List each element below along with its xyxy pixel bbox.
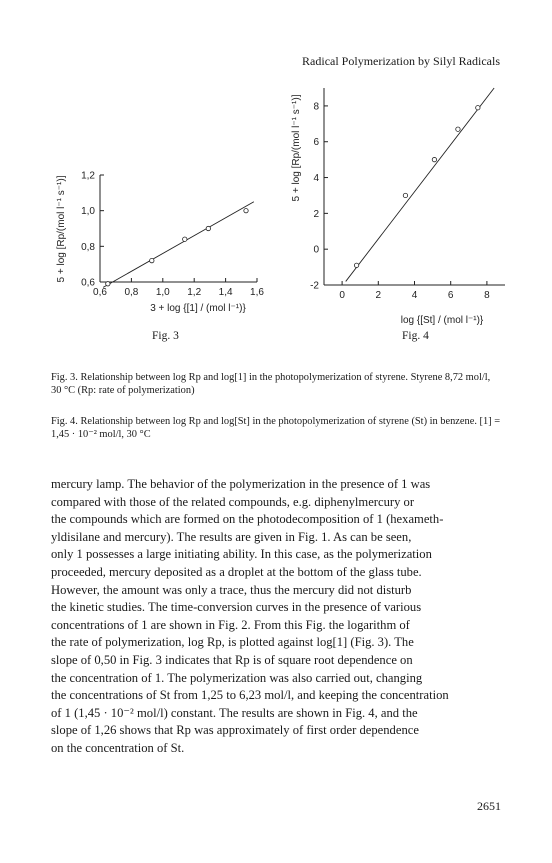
- data-point: [456, 127, 460, 131]
- figures-svg: [0, 0, 552, 326]
- body-paragraph: mercury lamp. The behavior of the polymerization in the presence of 1 was compared with those of the related compounds, e.g. diphenylmercury or the compounds which are formed on the photodecomposition of 1 (hexameth- yldisilane and mercury). The results are given in Fig. 1. As can be seen, only 1 possesses a large initiating ability. In this case, as the polymerization proceeded, mercury deposited as a droplet at the bottom of the glass tube. However, the amount was only a trace, thus the mercury did not disturb the kinetic studies. The time-conversion curves in the presence of various concentrations of 1 are shown in Fig. 2. From this Fig. the logarithm of the rate of polymerization, log Rp, is plotted against log[1] (Fig. 3). The slope of 0,50 in Fig. 3 indicates that Rp is of square root dependence on the concentration of 1. The polymerization was also carried out, changing the concentrations of St from 1,25 to 6,23 mol/l, and keeping the concentration of 1 (1,45 · 10⁻² mol/l) constant. The results are shown in Fig. 4, and the slope of 1,26 shows that Rp was approximately of first order dependence on the concentration of St.: [51, 477, 449, 755]
- y-tick-label: 4: [313, 173, 319, 185]
- x-tick-label: 1,0: [155, 287, 170, 298]
- x-tick-label: 0,6: [93, 287, 107, 298]
- y-tick-label: 8: [313, 101, 319, 113]
- x-axis-label: log {[St] / (mol l⁻¹)}: [400, 315, 484, 326]
- data-point: [432, 157, 436, 161]
- data-point: [206, 226, 210, 230]
- data-point: [476, 106, 480, 110]
- chart-4: [291, 88, 505, 326]
- fig4-label: Fig. 4: [402, 330, 429, 342]
- y-tick-label: 2: [313, 208, 319, 220]
- fig4-caption: Fig. 4. Relationship between log Rp and log[St] in the photopolymerization of styrene (St) in benzene. [1] = 1,45 · 10⁻² mol/l, 30 °C: [51, 416, 501, 440]
- x-tick-label: 1,4: [218, 287, 233, 298]
- fig3-caption: Fig. 3. Relationship between log Rp and log[1] in the photopolymerization of styrene. Styrene 8,72 mol/l, 30 °C (Rp: rate of polymerization): [51, 372, 491, 396]
- fit-line: [103, 202, 254, 288]
- data-point: [354, 263, 358, 267]
- running-header: Radical Polymerization by Silyl Radicals: [302, 54, 500, 68]
- y-tick-label: 0,6: [81, 277, 95, 289]
- x-tick-label: 4: [411, 290, 418, 301]
- page-number: 2651: [477, 799, 501, 813]
- y-tick-label: 6: [313, 137, 319, 149]
- x-tick-label: 1,2: [187, 287, 202, 298]
- fig3-label: Fig. 3: [152, 330, 179, 342]
- data-point: [150, 258, 154, 262]
- y-tick-label: -2: [310, 280, 319, 292]
- data-point: [403, 193, 407, 197]
- data-point: [244, 208, 248, 212]
- x-tick-label: 2: [375, 290, 382, 301]
- chart-3: [56, 171, 264, 315]
- x-tick-label: 0: [339, 290, 345, 301]
- y-axis-label: 5 + log [Rp/(mol l⁻¹ s⁻¹)]: [56, 175, 67, 283]
- x-tick-label: 6: [447, 290, 454, 301]
- fit-line: [346, 88, 494, 281]
- data-point: [106, 282, 110, 286]
- y-tick-label: 1,0: [81, 206, 95, 218]
- y-tick-label: 0: [313, 244, 319, 256]
- y-axis-label: 5 + log [Rp/(mol l⁻¹ s⁻¹)]: [291, 94, 302, 202]
- y-tick-label: 1,2: [81, 170, 95, 182]
- x-tick-label: 8: [484, 290, 490, 301]
- x-tick-label: 0,8: [124, 287, 139, 298]
- y-tick-label: 0,8: [81, 241, 95, 253]
- x-axis-label: 3 + log {[1] / (mol l⁻¹)}: [150, 303, 246, 314]
- data-point: [183, 237, 187, 241]
- x-tick-label: 1,6: [250, 287, 264, 298]
